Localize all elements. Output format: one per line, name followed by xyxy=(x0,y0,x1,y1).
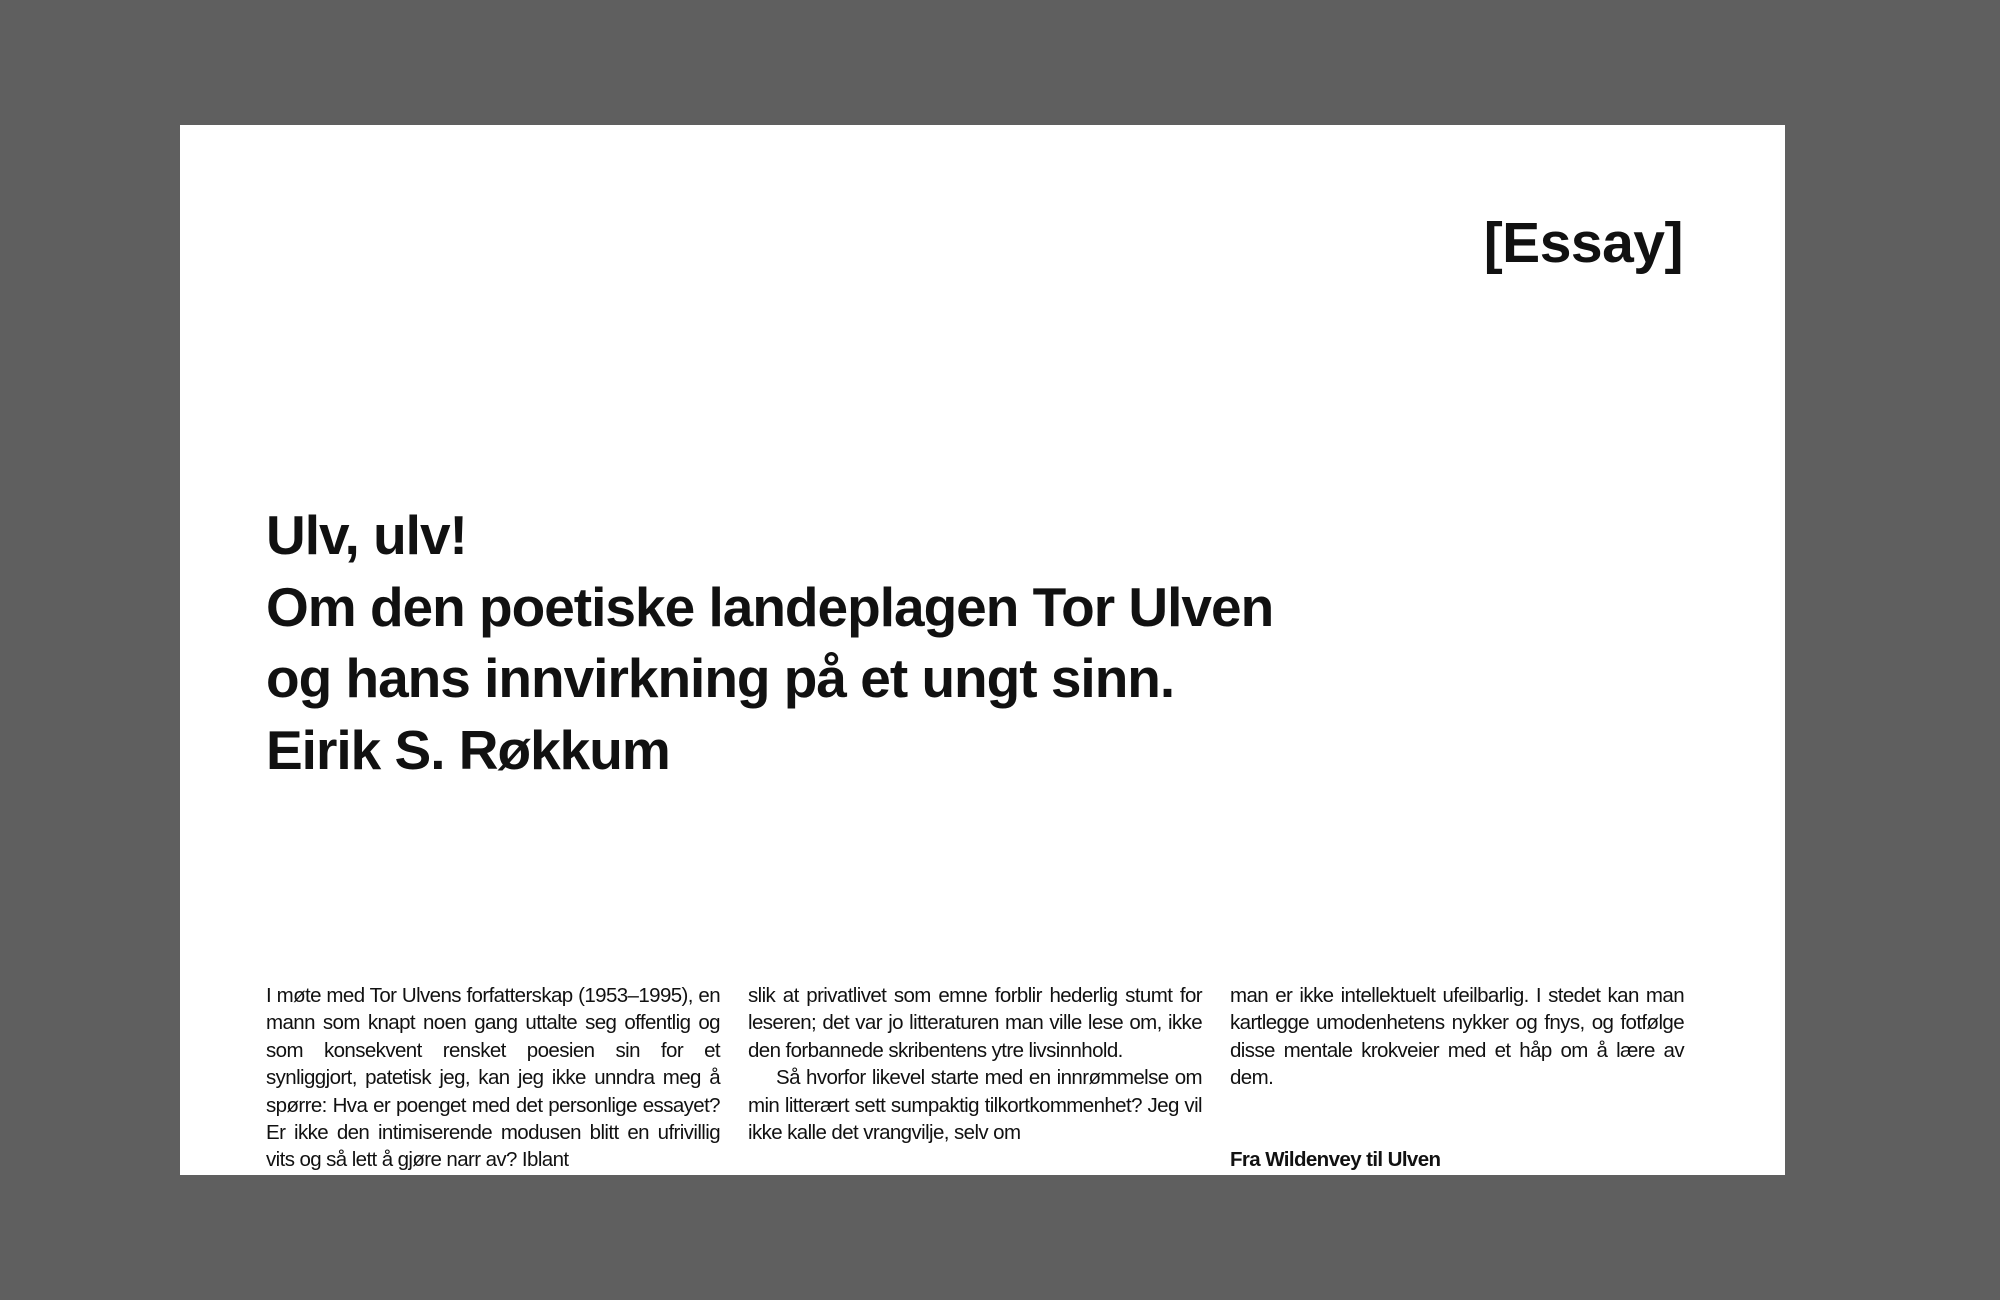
headline-subtitle-line-2: og hans innvirkning på et ungt sinn. xyxy=(266,647,1175,709)
body-paragraph: slik at privatlivet som emne forblir hederlig stumt for leseren; det var jo litteraturen man ville lese om, ikke den forbannede skribentens ytre livsinnhold. xyxy=(748,984,1202,1062)
article-headline xyxy=(266,500,1566,786)
headline-title: Ulv, ulv! xyxy=(266,504,467,566)
column-1 xyxy=(266,982,720,1174)
section-subheading: Fra Wildenvey til Ulven xyxy=(1230,1147,1441,1171)
column-3 xyxy=(1230,982,1684,1174)
column-2 xyxy=(748,982,1202,1174)
headline-author: Eirik S. Røkkum xyxy=(266,718,670,781)
body-columns xyxy=(266,982,1688,1174)
body-paragraph: Så hvorfor likevel starte med en innrømmelse om min litterært sett sumpaktig tilkortkommenhet? Jeg vil ikke kalle det vrangvilje, selv om xyxy=(748,1066,1202,1145)
body-paragraph: man er ikke intellektuelt ufeilbarlig. I stedet kan man kartlegge umodenhetens nykker og fnys, og fotfølge disse mentale krokveier med et håp om å lære av dem. xyxy=(1230,984,1684,1090)
body-paragraph: I møte med Tor Ulvens forfatterskap (1953–1995), en mann som knapt noen gang uttalte seg offentlig og som konsekvent rensket poesien sin for et synliggjort, patetisk jeg, kan jeg ikke unndra meg å spørre: Hva er poenget med det personlige essayet? Er ikke den intimiserende modusen blitt en ufrivillig vits og så lett å gjøre narr av? Iblant xyxy=(266,984,720,1172)
section-label: [Essay] xyxy=(1483,211,1683,275)
headline-subtitle-line-1: Om den poetiske landeplagen Tor Ulven xyxy=(266,575,1274,638)
document-page xyxy=(180,125,1785,1175)
